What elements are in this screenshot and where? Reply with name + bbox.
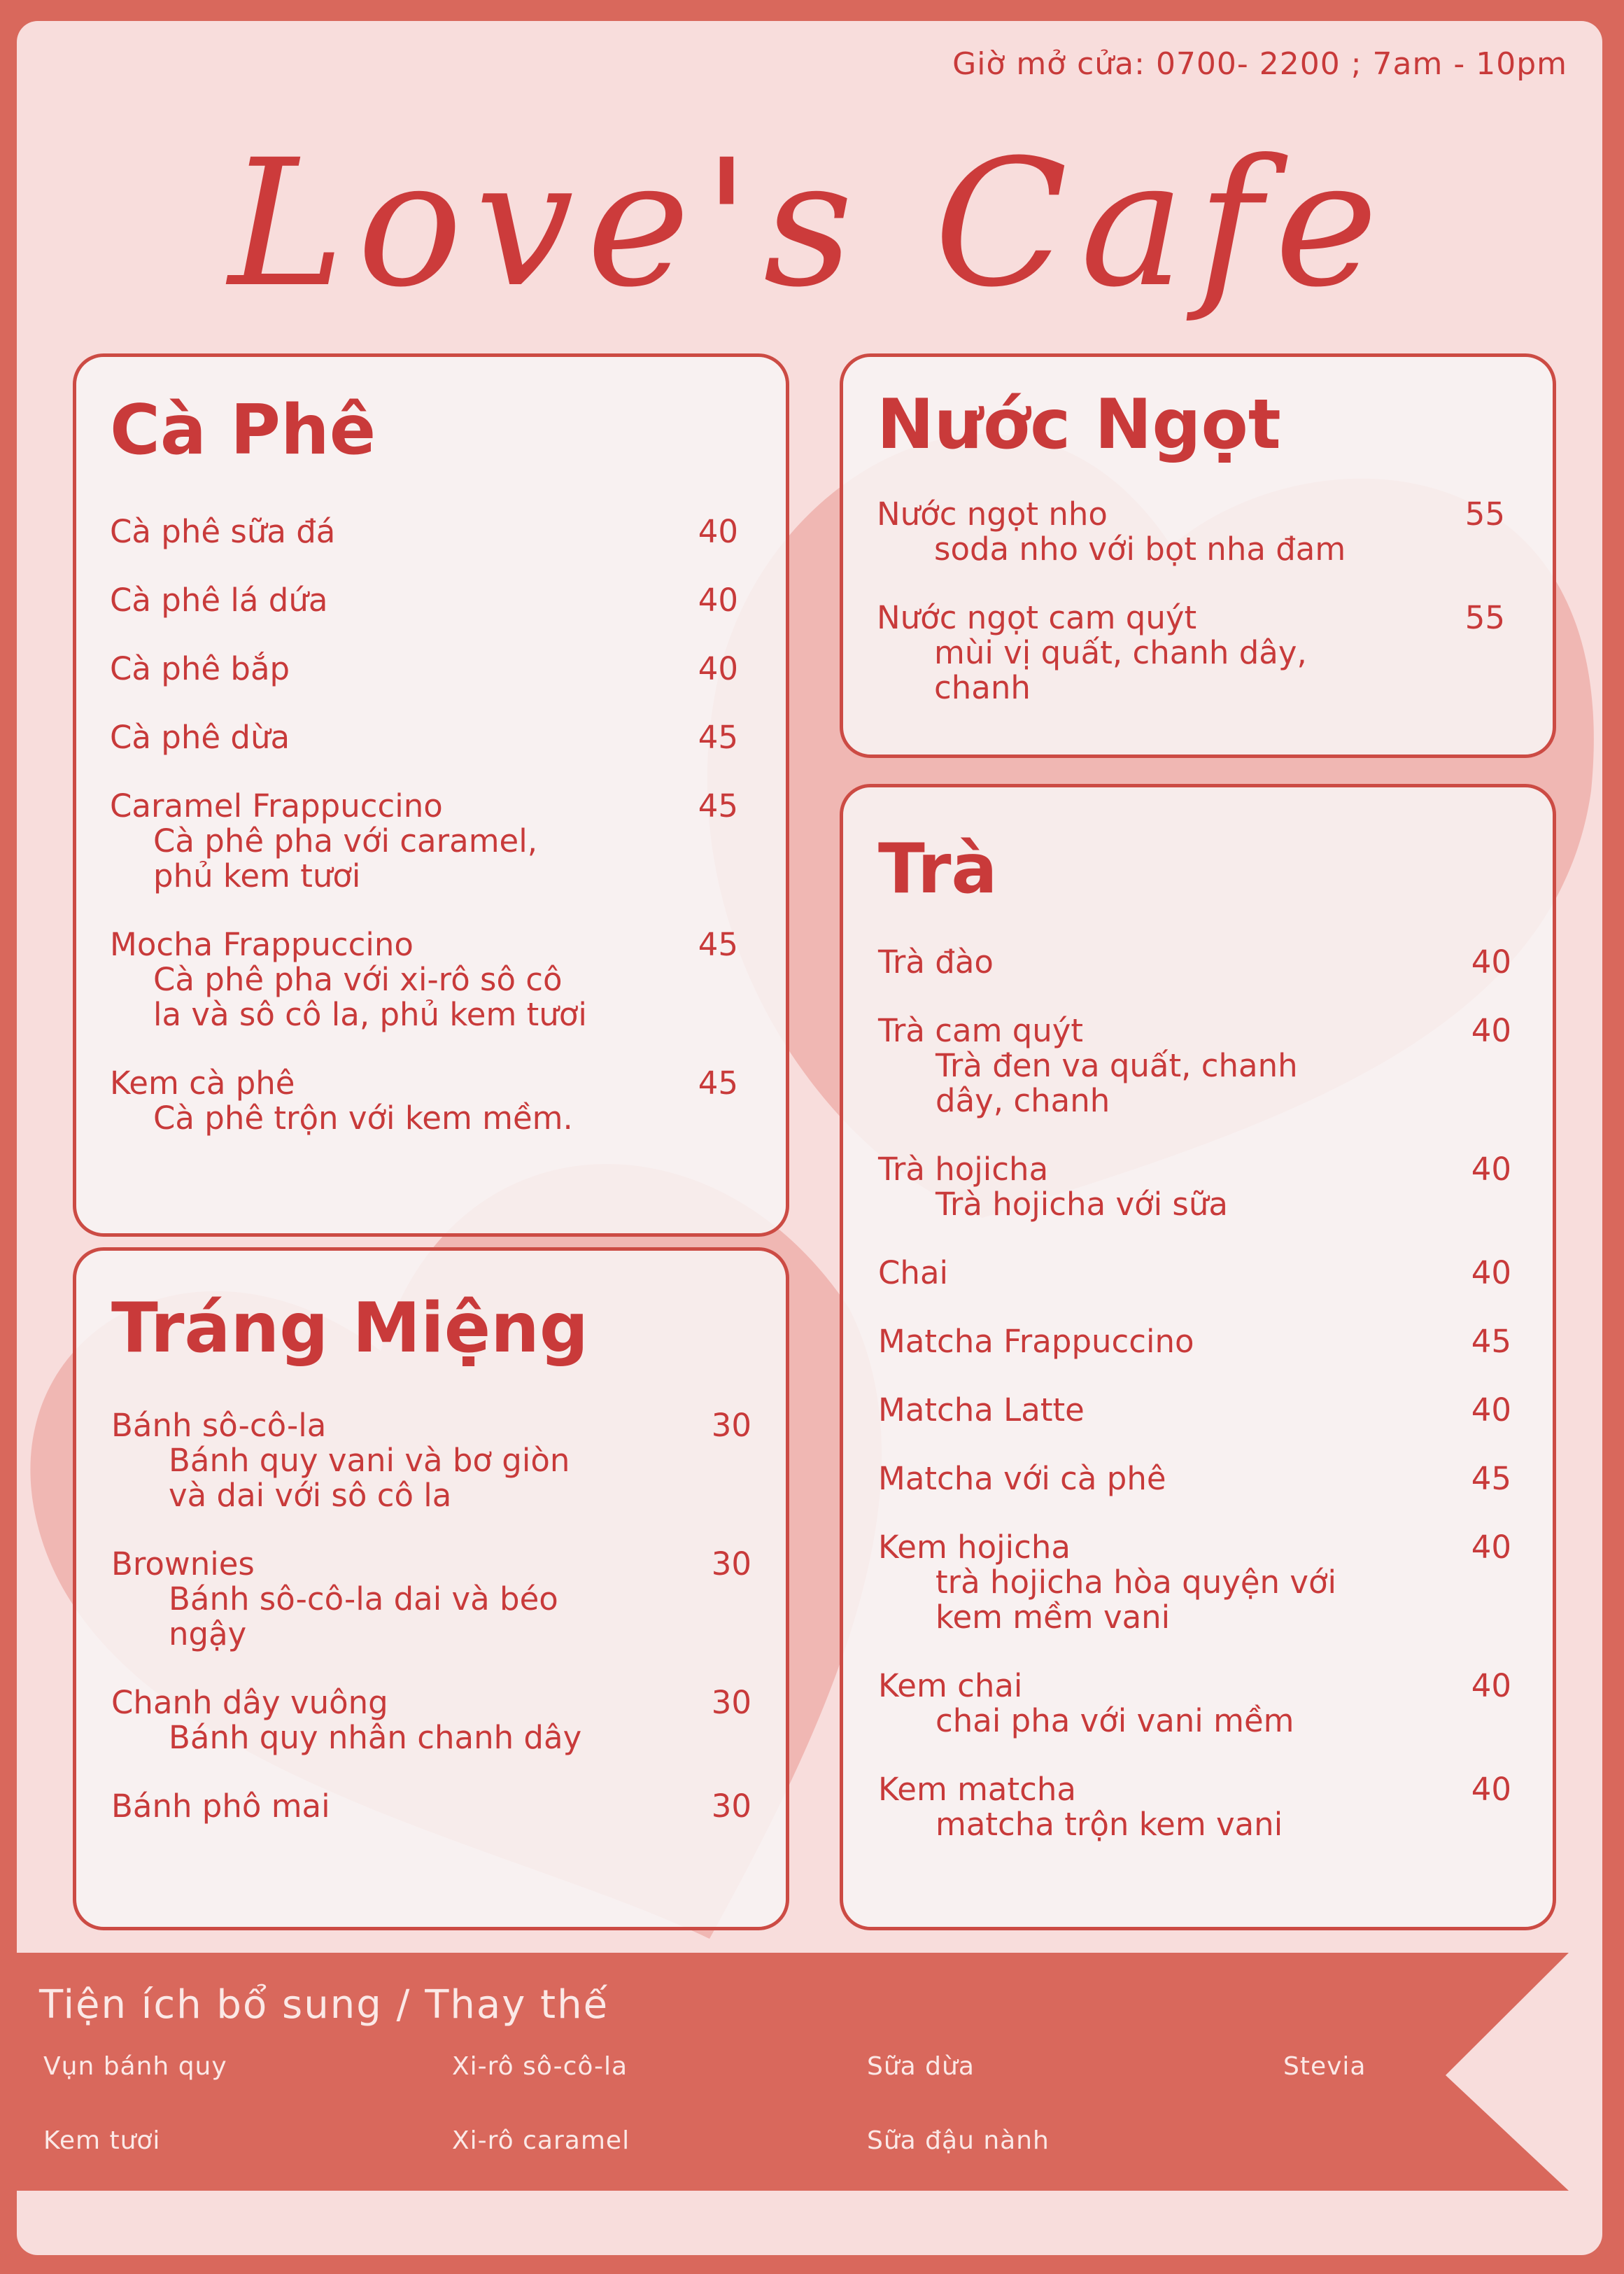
menu-item-price: 45 — [698, 787, 738, 824]
menu-item-row — [878, 1256, 1511, 1291]
tea-items — [878, 945, 1511, 1876]
extra-option: Vụn bánh quy — [43, 2052, 227, 2081]
menu-item — [111, 1789, 751, 1824]
menu-page — [17, 21, 1602, 2255]
menu-item-description: Trà hojicha với sữa — [935, 1186, 1228, 1223]
menu-item-name: Brownies — [111, 1545, 255, 1582]
menu-item-description: chai pha với vani mềm — [935, 1702, 1294, 1739]
menu-item-price: 40 — [1471, 1529, 1511, 1566]
menu-item-row — [877, 601, 1505, 636]
menu-item-row — [110, 1066, 738, 1101]
menu-item-name: Chai — [878, 1254, 949, 1291]
menu-item-name: Cà phê sữa đá — [110, 513, 336, 550]
menu-item-description: Cà phê trộn với kem mềm. — [153, 1100, 573, 1137]
menu-item — [878, 1772, 1511, 1842]
menu-item-description: soda nho với bọt nha đam — [934, 531, 1346, 568]
menu-item-description: mùi vị quất, chanh dây, chanh — [934, 634, 1307, 706]
menu-item-price: 30 — [711, 1407, 751, 1444]
menu-item-row — [111, 1408, 751, 1443]
menu-item-row — [111, 1547, 751, 1582]
menu-item-price: 40 — [698, 582, 738, 619]
menu-item-name: Bánh sô-cô-la — [111, 1407, 327, 1444]
menu-item — [111, 1408, 751, 1513]
menu-item-row — [110, 927, 738, 962]
coffee-items — [110, 514, 738, 1170]
menu-item — [878, 1256, 1511, 1291]
menu-item-row — [110, 514, 738, 549]
dessert-section — [73, 1247, 789, 1930]
menu-item-price: 40 — [1471, 1391, 1511, 1429]
menu-item-name: Trà đào — [878, 943, 994, 981]
menu-item-name: Nước ngọt cam quýt — [877, 599, 1197, 636]
extra-option: Xi-rô sô-cô-la — [452, 2052, 628, 2081]
menu-item-row — [878, 1152, 1511, 1187]
tea-section — [840, 784, 1556, 1930]
coffee-section — [73, 353, 789, 1237]
menu-item-row — [110, 583, 738, 618]
menu-item-price: 45 — [1471, 1460, 1511, 1497]
menu-item-price: 40 — [1471, 1254, 1511, 1291]
menu-item — [110, 927, 738, 1032]
menu-item — [878, 1669, 1511, 1739]
menu-item — [878, 1152, 1511, 1222]
menu-item-name: Kem cà phê — [110, 1065, 295, 1102]
menu-item-row — [877, 497, 1505, 532]
menu-item-name: Trà cam quýt — [878, 1012, 1084, 1049]
menu-item-row — [110, 720, 738, 755]
menu-item — [878, 1013, 1511, 1118]
menu-item — [110, 720, 738, 755]
menu-item-row — [878, 1393, 1511, 1428]
menu-item-row — [878, 1324, 1511, 1359]
menu-item — [111, 1685, 751, 1755]
menu-item-price: 45 — [698, 926, 738, 963]
menu-item-description: Bánh quy vani và bơ giòn và dai với sô cô la — [169, 1442, 570, 1514]
menu-item-price: 40 — [1471, 943, 1511, 981]
menu-item-price: 40 — [1471, 1667, 1511, 1704]
menu-item-price: 30 — [711, 1684, 751, 1721]
menu-item-row — [878, 1530, 1511, 1565]
menu-item-price: 45 — [698, 1065, 738, 1102]
cafe-title: Love's Cafe — [228, 122, 1391, 325]
menu-item-price: 30 — [711, 1545, 751, 1582]
extras-banner — [17, 1953, 1586, 2191]
menu-item — [110, 583, 738, 618]
menu-item-row — [878, 945, 1511, 980]
menu-item — [111, 1547, 751, 1652]
dessert-items — [111, 1408, 751, 1858]
extra-option: Kem tươi — [43, 2126, 161, 2155]
menu-item-price: 45 — [698, 719, 738, 756]
menu-item-name: Cà phê lá dứa — [110, 582, 328, 619]
menu-item-name: Caramel Frappuccino — [110, 787, 443, 824]
menu-item-name: Matcha với cà phê — [878, 1460, 1166, 1497]
menu-item-price: 40 — [1471, 1151, 1511, 1188]
opening-hours: Giờ mở cửa: 0700- 2200 ; 7am - 10pm — [952, 46, 1567, 82]
extras-heading: Tiện ích bổ sung / Thay thế — [39, 1982, 609, 2028]
menu-item-name: Matcha Frappuccino — [878, 1323, 1194, 1360]
menu-item — [878, 945, 1511, 980]
menu-item-name: Kem chai — [878, 1667, 1023, 1704]
menu-item-name: Nước ngọt nho — [877, 496, 1108, 533]
menu-item-name: Kem matcha — [878, 1771, 1076, 1808]
dessert-heading: Tráng Miệng — [111, 1289, 589, 1368]
coffee-heading: Cà Phê — [110, 391, 376, 470]
menu-item-description: trà hojicha hòa quyện với kem mềm vani — [935, 1564, 1337, 1636]
menu-item — [878, 1530, 1511, 1635]
menu-item — [878, 1393, 1511, 1428]
menu-item — [110, 1066, 738, 1136]
menu-item-row — [110, 789, 738, 824]
menu-item-row — [111, 1789, 751, 1824]
menu-item — [110, 514, 738, 549]
menu-item-price: 55 — [1464, 496, 1505, 533]
menu-item-row — [878, 1013, 1511, 1048]
menu-item — [878, 1461, 1511, 1496]
menu-item-name: Chanh dây vuông — [111, 1684, 388, 1721]
extra-option: Sữa đậu nành — [867, 2126, 1050, 2155]
menu-item-description: Bánh sô-cô-la dai và béo ngậy — [169, 1580, 558, 1652]
extra-option: Xi-rô caramel — [452, 2126, 630, 2155]
menu-item-price: 40 — [698, 513, 738, 550]
menu-item-description: Trà đen va quất, chanh dây, chanh — [935, 1047, 1298, 1119]
extra-option: Stevia — [1283, 2052, 1367, 2081]
menu-item-row — [878, 1461, 1511, 1496]
menu-item-price: 40 — [1471, 1771, 1511, 1808]
menu-item-name: Trà hojicha — [878, 1151, 1049, 1188]
menu-item — [110, 652, 738, 687]
menu-item-description: Cà phê pha với xi-rô sô cô la và sô cô la, phủ kem tươi — [153, 961, 587, 1033]
extra-option: Sữa dừa — [867, 2052, 975, 2081]
menu-item-price: 45 — [1471, 1323, 1511, 1360]
menu-item-description: matcha trộn kem vani — [935, 1806, 1283, 1843]
menu-item-price: 30 — [711, 1788, 751, 1825]
menu-item-name: Matcha Latte — [878, 1391, 1085, 1429]
soft-drinks-section — [840, 353, 1556, 758]
menu-item-description: Cà phê pha với caramel, phủ kem tươi — [153, 822, 538, 894]
menu-item-row — [878, 1669, 1511, 1704]
menu-item-name: Cà phê dừa — [110, 719, 290, 756]
menu-item-name: Cà phê bắp — [110, 650, 290, 687]
soft-drinks-items — [877, 497, 1505, 739]
tea-heading: Trà — [878, 829, 998, 909]
menu-item — [877, 601, 1505, 706]
menu-item-row — [111, 1685, 751, 1720]
soft-drinks-heading: Nước Ngọt — [877, 385, 1281, 465]
menu-item — [878, 1324, 1511, 1359]
menu-item-price: 40 — [698, 650, 738, 687]
menu-item-price: 40 — [1471, 1012, 1511, 1049]
menu-item-name: Mocha Frappuccino — [110, 926, 414, 963]
menu-item-name: Bánh phô mai — [111, 1788, 330, 1825]
menu-item-price: 55 — [1464, 599, 1505, 636]
menu-item-name: Kem hojicha — [878, 1529, 1071, 1566]
menu-item-row — [110, 652, 738, 687]
menu-item — [110, 789, 738, 894]
menu-item-description: Bánh quy nhân chanh dây — [169, 1719, 582, 1756]
menu-item-row — [878, 1772, 1511, 1807]
menu-item — [877, 497, 1505, 567]
